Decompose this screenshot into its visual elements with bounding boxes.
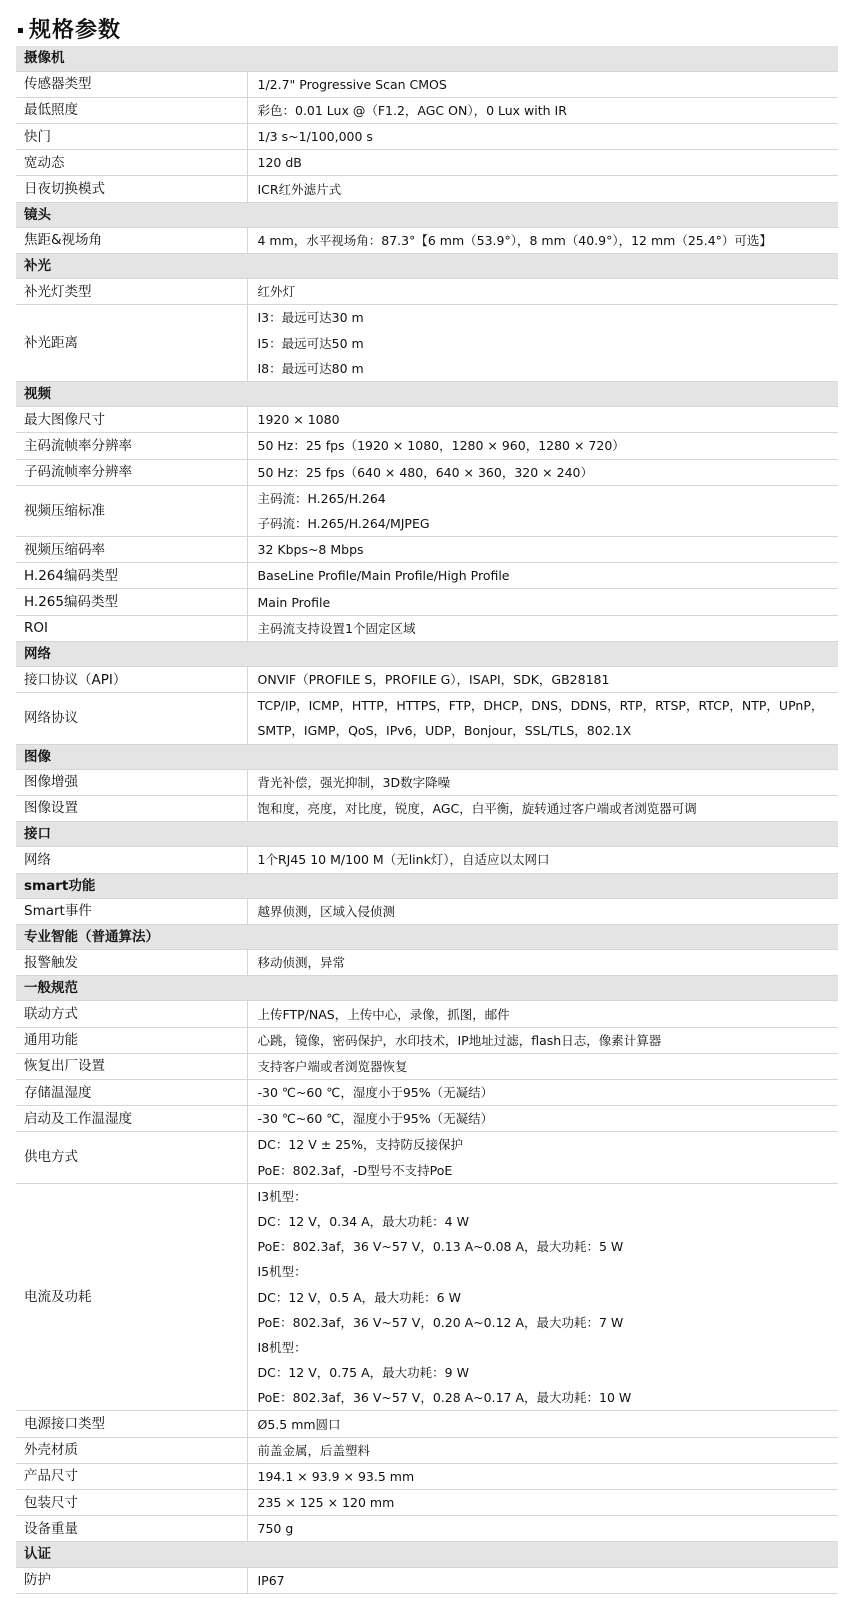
spec-value-line: 移动侦测，异常 [257, 955, 346, 971]
spec-value-line: 1/3 s~1/100,000 s [257, 129, 373, 145]
spec-value [247, 1080, 838, 1106]
spec-value-line: I5机型： [257, 1264, 307, 1280]
spec-label: 存储温湿度 [16, 1080, 247, 1106]
spec-row [16, 1001, 838, 1027]
spec-value-line: 主码流：H.265/H.264 [257, 490, 386, 506]
spec-label: 供电方式 [16, 1132, 247, 1183]
page-title-text: 规格参数 [29, 17, 122, 43]
spec-value-line: Ø5.5 mm圆口 [257, 1416, 341, 1432]
spec-value-line: 50 Hz：25 fps（1920 × 1080，1280 × 960，1280 × 720） [257, 438, 625, 454]
section-title: 一般规范 [16, 976, 838, 1001]
spec-value-line: 235 × 125 × 120 mm [257, 1495, 395, 1511]
spec-row [16, 898, 838, 924]
spec-label: 包装尺寸 [16, 1490, 247, 1516]
spec-value [247, 1567, 838, 1593]
spec-label: 视频压缩码率 [16, 537, 247, 563]
spec-row [16, 71, 838, 97]
spec-value [247, 693, 838, 744]
spec-row [16, 124, 838, 150]
spec-label: 电流及功耗 [16, 1183, 247, 1411]
spec-value [247, 537, 838, 563]
spec-value-line: 194.1 × 93.9 × 93.5 mm [257, 1468, 415, 1484]
section-title: 接口 [16, 822, 838, 847]
spec-row [16, 615, 838, 641]
spec-row [16, 1437, 838, 1463]
spec-row [16, 1516, 838, 1542]
spec-label: 传感器类型 [16, 71, 247, 97]
spec-label: 焦距&视场角 [16, 227, 247, 253]
page-title [18, 12, 121, 44]
spec-value [247, 407, 838, 433]
spec-value [247, 1053, 838, 1079]
spec-value-line: 主码流支持设置1个固定区域 [257, 620, 416, 636]
spec-label: 最低照度 [16, 97, 247, 123]
spec-value-line: IP67 [257, 1572, 285, 1588]
bullet-icon [18, 28, 23, 33]
section-title: 视频 [16, 381, 838, 406]
spec-table-body [16, 46, 838, 1593]
spec-value-line: 上传FTP/NAS，上传中心，录像，抓图，邮件 [257, 1006, 510, 1022]
spec-label: 子码流帧率分辨率 [16, 459, 247, 485]
spec-value [247, 563, 838, 589]
spec-value-line: 越界侦测，区域入侵侦测 [257, 903, 396, 919]
spec-value-line: ONVIF（PROFILE S，PROFILE G），ISAPI，SDK，GB28181 [257, 672, 610, 688]
spec-label: 报警触发 [16, 950, 247, 976]
spec-row [16, 693, 838, 744]
spec-value [247, 227, 838, 253]
section-header [16, 254, 838, 279]
spec-value [247, 667, 838, 693]
spec-value-line: TCP/IP，ICMP，HTTP，HTTPS，FTP，DHCP，DNS，DDNS，RTP，RTSP，RTCP，NTP，UPnP， [257, 698, 824, 714]
spec-row [16, 537, 838, 563]
spec-table [16, 46, 838, 1594]
spec-value [247, 898, 838, 924]
spec-value [247, 1132, 838, 1183]
spec-row [16, 1567, 838, 1593]
spec-label: H.264编码类型 [16, 563, 247, 589]
spec-row [16, 485, 838, 536]
section-header [16, 202, 838, 227]
spec-value-line: 1/2.7" Progressive Scan CMOS [257, 76, 447, 92]
spec-label: ROI [16, 615, 247, 641]
spec-label: 联动方式 [16, 1001, 247, 1027]
spec-value [247, 97, 838, 123]
spec-value [247, 1106, 838, 1132]
spec-value-line: Main Profile [257, 594, 331, 610]
spec-value [247, 847, 838, 873]
section-title: 专业智能（普通算法） [16, 924, 838, 949]
spec-label: 快门 [16, 124, 247, 150]
spec-value [247, 1001, 838, 1027]
spec-row [16, 1080, 838, 1106]
spec-value-line: 前盖金属，后盖塑料 [257, 1442, 371, 1458]
spec-row [16, 1106, 838, 1132]
section-header [16, 873, 838, 898]
spec-value [247, 305, 838, 382]
spec-value [247, 459, 838, 485]
spec-value-line: 心跳，镜像，密码保护，水印技术，IP地址过滤，flash日志，像素计算器 [257, 1032, 662, 1048]
spec-row [16, 407, 838, 433]
spec-label: 补光灯类型 [16, 279, 247, 305]
spec-value-line: 4 mm，水平视场角：87.3°【6 mm（53.9°），8 mm（40.9°），12 mm（25.4°）可选】 [257, 232, 772, 248]
spec-value-line: DC：12 V，0.5 A，最大功耗：6 W [257, 1289, 461, 1305]
spec-value [247, 589, 838, 615]
spec-row [16, 279, 838, 305]
spec-label: 通用功能 [16, 1027, 247, 1053]
spec-label: 网络协议 [16, 693, 247, 744]
section-header [16, 924, 838, 949]
section-title: 镜头 [16, 202, 838, 227]
spec-label: 接口协议（API） [16, 667, 247, 693]
section-title: 网络 [16, 641, 838, 666]
spec-row [16, 176, 838, 202]
spec-row [16, 1463, 838, 1489]
spec-row [16, 847, 838, 873]
spec-row [16, 150, 838, 176]
spec-value-line: DC：12 V，0.34 A，最大功耗：4 W [257, 1214, 469, 1230]
spec-value [247, 795, 838, 821]
spec-value-line: BaseLine Profile/Main Profile/High Profile [257, 568, 510, 584]
spec-row [16, 305, 838, 382]
spec-label: Smart事件 [16, 898, 247, 924]
spec-value-line: I3：最远可达30 m [257, 310, 364, 326]
spec-value-line: 子码流：H.265/H.264/MJPEG [257, 515, 430, 531]
spec-row [16, 1490, 838, 1516]
spec-row [16, 563, 838, 589]
spec-label: 产品尺寸 [16, 1463, 247, 1489]
spec-value-line: 背光补偿，强光抑制，3D数字降噪 [257, 774, 451, 790]
spec-value-line: DC：12 V ± 25%，支持防反接保护 [257, 1137, 463, 1153]
section-header [16, 976, 838, 1001]
section-header [16, 46, 838, 71]
spec-label: 图像设置 [16, 795, 247, 821]
spec-value-line: I8机型： [257, 1339, 307, 1355]
spec-value-line: 1920 × 1080 [257, 412, 340, 428]
spec-label: 日夜切换模式 [16, 176, 247, 202]
spec-label: 电源接口类型 [16, 1411, 247, 1437]
spec-value [247, 279, 838, 305]
spec-value [247, 1027, 838, 1053]
spec-value-line: 120 dB [257, 155, 302, 171]
spec-value-line: 彩色：0.01 Lux @（F1.2，AGC ON），0 Lux with IR [257, 102, 567, 118]
spec-row [16, 1053, 838, 1079]
spec-value-line: -30 ℃~60 ℃，湿度小于95%（无凝结） [257, 1111, 494, 1127]
spec-label: H.265编码类型 [16, 589, 247, 615]
spec-label: 宽动态 [16, 150, 247, 176]
spec-value [247, 1183, 838, 1411]
section-title: 摄像机 [16, 46, 838, 71]
spec-value-line: 1个RJ45 10 M/100 M（无link灯），自适应以太网口 [257, 852, 550, 868]
spec-row [16, 227, 838, 253]
spec-value [247, 950, 838, 976]
spec-row [16, 795, 838, 821]
spec-row [16, 1183, 838, 1411]
spec-value-line: SMTP，IGMP，QoS，IPv6，UDP，Bonjour，SSL/TLS，802.1X [257, 723, 632, 739]
spec-value [247, 176, 838, 202]
spec-value-line: 32 Kbps~8 Mbps [257, 542, 364, 558]
section-header [16, 381, 838, 406]
spec-label: 恢复出厂设置 [16, 1053, 247, 1079]
spec-row [16, 769, 838, 795]
spec-row [16, 667, 838, 693]
spec-value [247, 1437, 838, 1463]
spec-value-line: PoE：802.3af，36 V~57 V，0.13 A~0.08 A，最大功耗：5 W [257, 1239, 624, 1255]
spec-value [247, 615, 838, 641]
spec-value [247, 150, 838, 176]
spec-label: 视频压缩标准 [16, 485, 247, 536]
spec-value [247, 485, 838, 536]
spec-value [247, 124, 838, 150]
spec-label: 防护 [16, 1567, 247, 1593]
spec-label: 补光距离 [16, 305, 247, 382]
spec-value-line: PoE：802.3af，-D型号不支持PoE [257, 1162, 453, 1178]
spec-value-line: ICR红外滤片式 [257, 181, 342, 197]
spec-value-line: 750 g [257, 1521, 294, 1537]
spec-value-line: PoE：802.3af，36 V~57 V，0.28 A~0.17 A，最大功耗：10 W [257, 1390, 632, 1406]
section-header [16, 744, 838, 769]
spec-value-line: 饱和度，亮度，对比度，锐度，AGC，白平衡，旋转通过客户端或者浏览器可调 [257, 801, 697, 817]
spec-label: 设备重量 [16, 1516, 247, 1542]
spec-row [16, 1132, 838, 1183]
spec-value [247, 769, 838, 795]
spec-label: 主码流帧率分辨率 [16, 433, 247, 459]
spec-value-line: I8：最远可达80 m [257, 360, 364, 376]
spec-label: 启动及工作温湿度 [16, 1106, 247, 1132]
spec-row [16, 97, 838, 123]
spec-value [247, 71, 838, 97]
spec-row [16, 950, 838, 976]
spec-value-line: 红外灯 [257, 284, 296, 300]
spec-row [16, 433, 838, 459]
spec-value [247, 1490, 838, 1516]
spec-row [16, 1027, 838, 1053]
spec-value [247, 433, 838, 459]
section-header [16, 641, 838, 666]
section-title: 补光 [16, 254, 838, 279]
spec-label: 网络 [16, 847, 247, 873]
section-header [16, 822, 838, 847]
spec-value [247, 1516, 838, 1542]
spec-value-line: I3机型： [257, 1188, 307, 1204]
spec-value-line: DC：12 V，0.75 A，最大功耗：9 W [257, 1365, 469, 1381]
spec-value-line: 50 Hz：25 fps（640 × 480，640 × 360，320 × 240） [257, 464, 593, 480]
section-title: 图像 [16, 744, 838, 769]
section-header [16, 1542, 838, 1567]
spec-value-line: I5：最远可达50 m [257, 335, 364, 351]
spec-label: 图像增强 [16, 769, 247, 795]
section-title: smart功能 [16, 873, 838, 898]
spec-row [16, 589, 838, 615]
spec-row [16, 459, 838, 485]
spec-value-line: 支持客户端或者浏览器恢复 [257, 1058, 408, 1074]
spec-value-line: -30 ℃~60 ℃，湿度小于95%（无凝结） [257, 1085, 494, 1101]
section-title: 认证 [16, 1542, 838, 1567]
spec-label: 外壳材质 [16, 1437, 247, 1463]
spec-row [16, 1411, 838, 1437]
spec-value-line: PoE：802.3af，36 V~57 V，0.20 A~0.12 A，最大功耗：7 W [257, 1314, 624, 1330]
spec-value [247, 1463, 838, 1489]
spec-value [247, 1411, 838, 1437]
spec-label: 最大图像尺寸 [16, 407, 247, 433]
